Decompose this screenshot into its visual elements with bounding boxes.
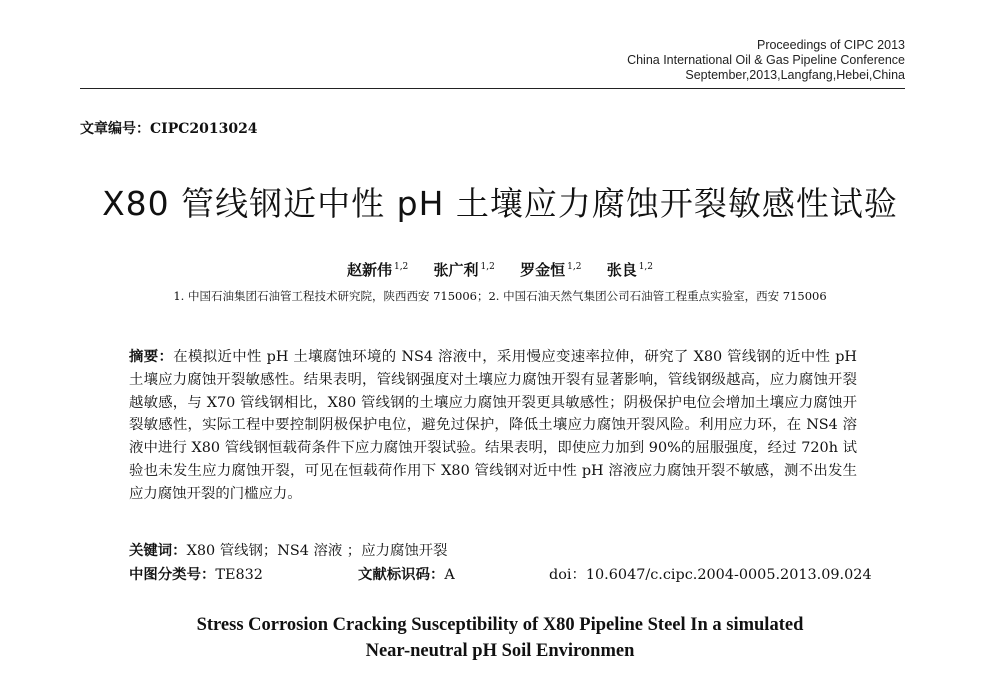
classification-label: 中图分类号： <box>129 566 216 583</box>
english-title-line: Stress Corrosion Cracking Susceptibility of X80 Pipeline Steel In a simulated <box>196 615 804 635</box>
paper-title: X80 管线钢近中性 pH 土壤应力腐蚀开裂敏感性试验 <box>102 184 898 223</box>
doi: doi：10.6047/c.cipc.2004-0005.2013.09.024 <box>549 567 872 583</box>
author-affiliation-mark: 1,2 <box>393 262 409 272</box>
affiliations: 1. 中国石油集团石油管工程技术研究院，陕西西安 715006；2. 中国石油天然气集团公司石油管工程重点实验室，西安 715006 <box>173 289 827 303</box>
author-affiliation-mark: 1,2 <box>638 262 654 272</box>
author-name: 张广利 <box>433 261 479 279</box>
author <box>520 261 581 279</box>
article-number: 文章编号：CIPC2013024 <box>80 121 258 137</box>
author <box>607 261 653 279</box>
proceedings-header <box>627 38 905 83</box>
english-title-line: Near-neutral pH Soil Environmen <box>365 641 635 661</box>
abstract-text: 在模拟近中性 pH 土壤腐蚀环境的 NS4 溶液中，采用慢应变速率拉伸，研究了 X80 管线钢的近中性 pH 土壤应力腐蚀开裂敏感性。结果表明，管线钢强度对土壤应力腐蚀开裂有显著影响，管线钢级越高，应力腐蚀开裂越敏感，与 X70 管线钢相比，X80 管线钢的土壤应力腐蚀开裂更具敏感性；阴极保护电位会增加土壤应力腐蚀开裂敏感性，实际工程中要控制阴极保护电位，避免过保护，降低土壤应力腐蚀开裂风险。利用应力环，在 NS4 溶液中进行 X80 管线钢恒载荷条件下应力腐蚀开裂试验。结果表明，即使应力加到 90%的屈服强度，经过 720h 试验也未发生应力腐蚀开裂，可见在恒载荷作用下 X80 管线钢对近中性 pH 溶液应力腐蚀开裂不敏感，测不出发生应力腐蚀开裂的门槛应力。 <box>129 349 857 502</box>
conference-name: China International Oil & Gas Pipeline Conference <box>627 53 905 67</box>
header-rule <box>80 88 905 89</box>
classification-number <box>129 563 263 584</box>
document-code-value: A <box>444 567 455 583</box>
document-code <box>358 563 455 584</box>
abstract-label: 摘要： <box>129 348 174 365</box>
author-affiliation-mark: 1,2 <box>480 262 495 272</box>
classification-value: TE832 <box>215 567 263 583</box>
conference-date-place: September,2013,Langfang,Hebei,China <box>685 68 905 82</box>
keywords-text: X80 管线钢；NS4 溶液 ；应力腐蚀开裂 <box>186 543 448 559</box>
author-name: 张良 <box>606 261 637 279</box>
proceedings-name: Proceedings of CIPC 2013 <box>756 38 905 52</box>
author <box>434 261 495 279</box>
author-name: 罗金恒 <box>520 261 566 279</box>
keywords-label: 关键词： <box>129 542 187 559</box>
author-name: 赵新伟 <box>346 261 392 279</box>
author-affiliation-mark: 1,2 <box>567 262 582 272</box>
author-list <box>0 259 1000 280</box>
abstract <box>129 346 857 506</box>
keywords <box>129 539 448 560</box>
author <box>347 261 408 279</box>
document-code-label: 文献标识码： <box>358 566 445 583</box>
english-title <box>0 612 1000 664</box>
